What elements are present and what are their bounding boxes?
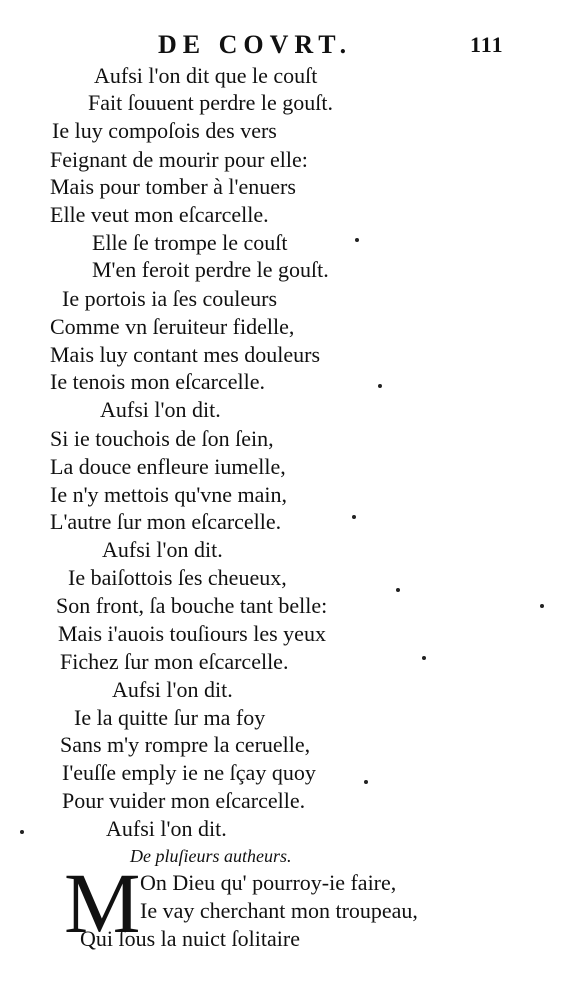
- refrain-line: Aufsi l'on dit.: [100, 397, 221, 422]
- ink-speck: [422, 656, 426, 660]
- verse-line: Fichez ſur mon eſcarcelle.: [60, 649, 289, 674]
- verse-line: Ie tenois mon eſcarcelle.: [50, 369, 266, 394]
- section-heading: De pluſieurs autheurs.: [130, 846, 292, 866]
- ink-speck: [20, 830, 24, 834]
- ink-speck: [396, 588, 400, 592]
- refrain-line: Aufsi l'on dit.: [106, 816, 227, 841]
- page-number: 111: [470, 32, 504, 57]
- verse-line: Qui ſous la nuict ſolitaire: [80, 926, 300, 951]
- verse-line: Ie n'y mettois qu'vne main,: [50, 482, 288, 507]
- verse-line: Sans m'y rompre la ceruelle,: [60, 732, 311, 757]
- verse-line: Elle veut mon eſcarcelle.: [50, 202, 269, 227]
- ink-speck: [378, 384, 382, 388]
- verse-line: Ie la quitte ſur ma foy: [74, 705, 266, 730]
- verse-line: La douce enfleure iumelle,: [50, 454, 286, 479]
- verse-line: Pour vuider mon eſcarcelle.: [62, 788, 306, 813]
- verse-line: Si ie touchois de ſon ſein,: [50, 426, 274, 451]
- verse-line: Ie vay cherchant mon troupeau,: [140, 898, 418, 923]
- verse-line: Ie baiſottois ſes cheueux,: [68, 565, 287, 590]
- verse-line: Comme vn ſeruiteur fidelle,: [50, 314, 295, 339]
- verse-line: Mais pour tomber à l'enuers: [50, 174, 296, 199]
- verse-line: Ie portois ia ſes couleurs: [62, 286, 278, 311]
- refrain-line: Aufsi l'on dit.: [112, 677, 233, 702]
- verse-line: Mais luy contant mes douleurs: [50, 342, 321, 367]
- verse-line: Mais i'auois touſiours les yeux: [58, 621, 326, 646]
- verse-line: Elle ſe trompe le couſt: [92, 230, 288, 255]
- ink-speck: [540, 604, 544, 608]
- verse-line: Fait ſouuent perdre le gouſt.: [88, 90, 333, 115]
- ink-speck: [355, 238, 359, 242]
- ink-speck: [352, 515, 356, 519]
- verse-line: Son front, ſa bouche tant belle:: [56, 593, 328, 618]
- verse-line: L'autre ſur mon eſcarcelle.: [50, 509, 282, 534]
- ink-speck: [364, 780, 368, 784]
- verse-line: Ie luy compoſois des vers: [52, 118, 277, 143]
- verse-line: I'euſſe emply ie ne ſçay quoy: [62, 760, 316, 785]
- verse-line: Feignant de mourir pour elle:: [50, 147, 308, 172]
- verse-line: M'en feroit perdre le gouſt.: [92, 257, 329, 282]
- verse-line: On Dieu qu' pourroy-ie faire,: [140, 870, 397, 895]
- running-header: DE COVRT.: [158, 30, 353, 59]
- drop-capital: M: [64, 855, 141, 951]
- verse-line: Aufsi l'on dit que le couſt: [94, 63, 318, 88]
- refrain-line: Aufsi l'on dit.: [102, 537, 223, 562]
